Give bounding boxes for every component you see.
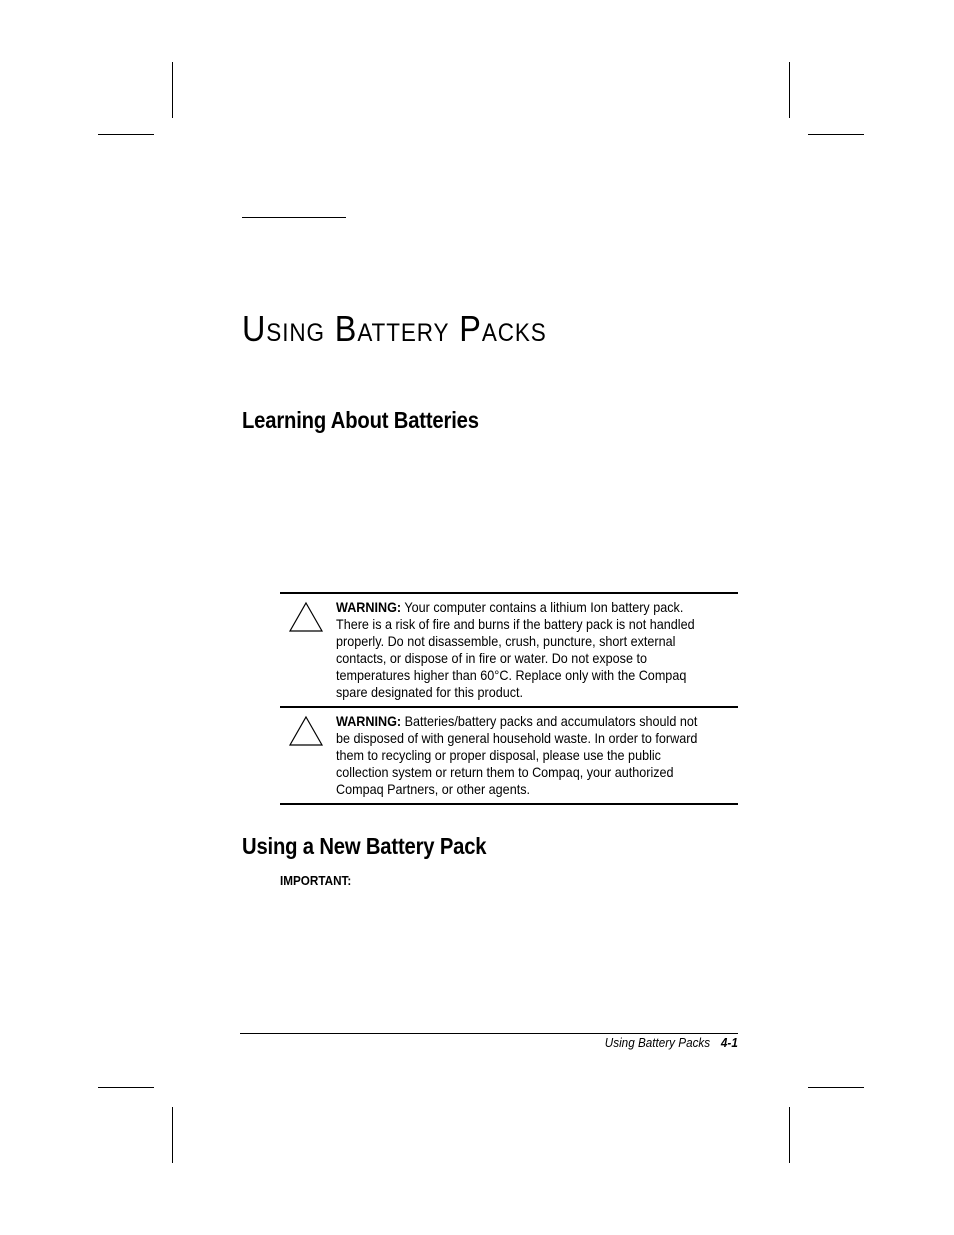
footer-rule [240, 1033, 738, 1034]
crop-mark [98, 134, 154, 135]
crop-mark [808, 1087, 864, 1088]
crop-mark [172, 1107, 173, 1163]
warning-body: Your computer contains a lithium Ion battery pack. There is a risk of fire and burns if the battery pack is not handled properly. Do not disassemble, crush, puncture, short external contacts, or dispose of in fire or water. Do not expose to temperatures higher than 60°C. Replace only with the Compaq spare designated for this product. [336, 599, 695, 700]
warning-item [280, 706, 738, 803]
section-heading-new-pack: Using a New Battery Pack [242, 833, 487, 859]
warning-item [280, 594, 738, 706]
warning-label: WARNING: [336, 599, 402, 615]
chapter-rule [242, 217, 346, 218]
crop-mark [98, 1087, 154, 1088]
chapter-title: Using Battery Packs [242, 308, 547, 349]
warning-body: Batteries/battery packs and accumulators should not be disposed of with general household waste. In order to forward them to recycling or proper disposal, please use the public collection system or return them to Compaq, your authorized Compaq Partners, or other agents. [336, 713, 698, 797]
caution-triangle-icon [280, 713, 336, 798]
warning-box [280, 592, 738, 805]
warning-text [336, 599, 698, 701]
warning-text [336, 713, 698, 798]
page-footer [605, 1035, 738, 1050]
footer-title: Using Battery Packs [604, 1035, 711, 1050]
caution-triangle-icon [280, 599, 336, 701]
important-label: IMPORTANT: [280, 873, 352, 888]
crop-mark [789, 1107, 790, 1163]
crop-mark [808, 134, 864, 135]
section-heading-learning: Learning About Batteries [242, 407, 479, 433]
crop-mark [789, 62, 790, 118]
crop-mark [172, 62, 173, 118]
page-number: 4-1 [721, 1035, 738, 1050]
warning-label: WARNING: [336, 713, 402, 729]
